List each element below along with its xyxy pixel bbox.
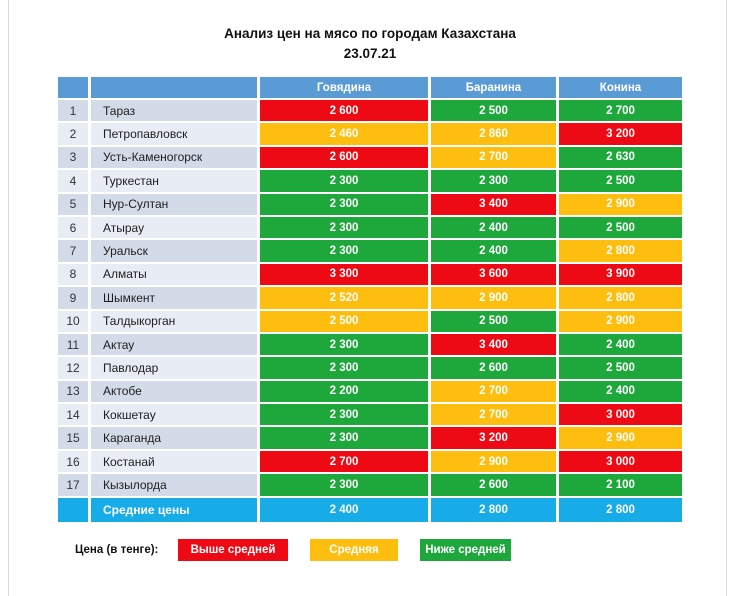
price-cell: 2 700 <box>260 451 428 472</box>
price-cell: 2 700 <box>431 381 556 402</box>
average-price-cell: 2 400 <box>260 498 428 522</box>
row-number-cell: 3 <box>58 147 88 168</box>
price-cell: 2 300 <box>260 404 428 425</box>
city-cell: Нур-Султан <box>91 194 257 215</box>
price-cell: 2 800 <box>559 240 682 261</box>
city-cell: Туркестан <box>91 170 257 191</box>
row-number-cell: 4 <box>58 170 88 191</box>
price-cell: 2 500 <box>431 100 556 121</box>
price-cell: 2 300 <box>260 240 428 261</box>
price-cell: 3 200 <box>431 427 556 448</box>
row-number-cell: 8 <box>58 264 88 285</box>
price-cell: 2 520 <box>260 287 428 308</box>
city-cell: Шымкент <box>91 287 257 308</box>
price-cell: 2 700 <box>559 100 682 121</box>
price-cell: 2 500 <box>559 217 682 238</box>
row-number-cell: 7 <box>58 240 88 261</box>
city-cell: Алматы <box>91 264 257 285</box>
report-date: 23.07.21 <box>343 46 397 61</box>
row-number-cell: 11 <box>58 334 88 355</box>
price-cell: 3 400 <box>431 194 556 215</box>
city-cell: Кызылорда <box>91 474 257 495</box>
price-cell: 2 460 <box>260 123 428 144</box>
price-cell: 2 900 <box>559 194 682 215</box>
city-cell: Талдыкорган <box>91 311 257 332</box>
city-cell: Павлодар <box>91 357 257 378</box>
price-cell: 2 800 <box>559 287 682 308</box>
average-price-cell: 2 800 <box>559 498 682 522</box>
price-cell: 2 300 <box>260 357 428 378</box>
page-title: Анализ цен на мясо по городам Казахстана <box>224 26 516 41</box>
price-cell: 3 000 <box>559 404 682 425</box>
price-cell: 2 700 <box>431 404 556 425</box>
legend-badge-average: Средняя <box>310 539 398 561</box>
price-cell: 2 400 <box>559 381 682 402</box>
price-cell: 2 900 <box>559 311 682 332</box>
price-cell: 2 300 <box>431 170 556 191</box>
price-cell: 2 300 <box>260 194 428 215</box>
price-cell: 3 300 <box>260 264 428 285</box>
price-cell: 2 600 <box>431 474 556 495</box>
price-cell: 2 100 <box>559 474 682 495</box>
price-cell: 2 300 <box>260 427 428 448</box>
row-number-cell: 16 <box>58 451 88 472</box>
city-cell: Актобе <box>91 381 257 402</box>
average-row-corner-cell <box>58 498 88 522</box>
price-cell: 3 400 <box>431 334 556 355</box>
row-number-cell: 12 <box>58 357 88 378</box>
column-header-2: Конина <box>559 77 682 98</box>
average-row-label: Средние цены <box>91 498 257 522</box>
city-cell: Атырау <box>91 217 257 238</box>
price-cell: 2 300 <box>260 170 428 191</box>
city-cell: Кокшетау <box>91 404 257 425</box>
price-cell: 2 400 <box>431 240 556 261</box>
city-cell: Петропавловск <box>91 123 257 144</box>
price-cell: 2 900 <box>559 427 682 448</box>
price-cell: 2 860 <box>431 123 556 144</box>
row-number-cell: 9 <box>58 287 88 308</box>
legend-label: Цена (в тенге): <box>75 544 159 556</box>
price-cell: 2 400 <box>431 217 556 238</box>
row-number-cell: 10 <box>58 311 88 332</box>
price-cell: 2 300 <box>260 474 428 495</box>
price-cell: 2 500 <box>431 311 556 332</box>
price-cell: 2 630 <box>559 147 682 168</box>
price-cell: 2 300 <box>260 217 428 238</box>
row-number-cell: 2 <box>58 123 88 144</box>
city-cell: Актау <box>91 334 257 355</box>
city-cell: Тараз <box>91 100 257 121</box>
row-number-cell: 1 <box>58 100 88 121</box>
legend <box>0 539 740 561</box>
price-cell: 2 600 <box>431 357 556 378</box>
price-cell: 2 300 <box>260 334 428 355</box>
city-cell: Уральск <box>91 240 257 261</box>
page-edge-left <box>8 0 9 596</box>
column-header-1: Баранина <box>431 77 556 98</box>
column-header-0: Говядина <box>260 77 428 98</box>
price-cell: 2 600 <box>260 100 428 121</box>
city-cell: Караганда <box>91 427 257 448</box>
city-cell: Усть-Каменогорск <box>91 147 257 168</box>
price-cell: 2 900 <box>431 451 556 472</box>
price-cell: 3 900 <box>559 264 682 285</box>
row-number-cell: 14 <box>58 404 88 425</box>
price-cell: 2 500 <box>260 311 428 332</box>
legend-badge-above-average: Выше средней <box>178 539 288 561</box>
price-cell: 2 700 <box>431 147 556 168</box>
price-cell: 2 600 <box>260 147 428 168</box>
row-number-cell: 17 <box>58 474 88 495</box>
price-cell: 3 000 <box>559 451 682 472</box>
page-edge-right <box>726 0 727 596</box>
price-table <box>58 77 682 522</box>
row-number-cell: 5 <box>58 194 88 215</box>
row-number-cell: 15 <box>58 427 88 448</box>
price-cell: 3 200 <box>559 123 682 144</box>
legend-badge-below-average: Ниже средней <box>420 539 511 561</box>
header-city-cell <box>91 77 257 98</box>
header-corner-cell <box>58 77 88 98</box>
price-cell: 3 600 <box>431 264 556 285</box>
price-cell: 2 900 <box>431 287 556 308</box>
price-cell: 2 500 <box>559 170 682 191</box>
price-cell: 2 500 <box>559 357 682 378</box>
price-cell: 2 400 <box>559 334 682 355</box>
city-cell: Костанай <box>91 451 257 472</box>
average-price-cell: 2 800 <box>431 498 556 522</box>
row-number-cell: 6 <box>58 217 88 238</box>
price-cell: 2 200 <box>260 381 428 402</box>
row-number-cell: 13 <box>58 381 88 402</box>
